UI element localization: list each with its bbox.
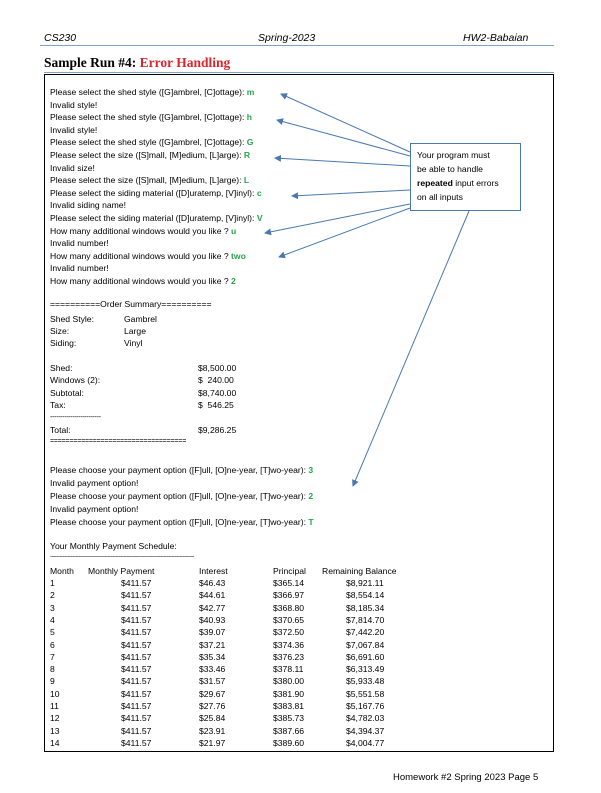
table-row: [50, 689, 390, 699]
table-cell: 12: [50, 713, 60, 724]
prompt-text: Please select the shed style ([G]ambrel, [C]ottage):: [50, 137, 247, 148]
table-cell: $383.81: [273, 701, 305, 711]
table-row: [50, 603, 390, 613]
table-cell: $29.67: [199, 688, 226, 699]
prompt-text: Please select the shed style ([G]ambrel, [C]ottage):: [50, 112, 247, 123]
table-cell: $4,394.37: [346, 725, 385, 736]
callout-line-1: Your program must: [417, 150, 490, 160]
schedule-header-cell: Remaining Balance: [322, 566, 397, 576]
table-cell: $6,691.60: [346, 651, 385, 662]
user-input: 2: [308, 491, 314, 501]
table-cell: 3: [50, 602, 55, 613]
user-input: u: [231, 225, 237, 236]
summary-eq-line: ===================================: [50, 438, 187, 445]
table-cell: $37.21: [199, 639, 226, 650]
prompt-text: Please select the siding material ([D]uratemp, [V]inyl):: [50, 213, 257, 223]
table-cell: $370.65: [273, 614, 305, 625]
prompt-text: Please choose your payment option ([F]ull, [O]ne-year, [T]wo-year):: [50, 465, 309, 475]
user-input: 2: [231, 276, 236, 286]
table-cell: $411.57: [121, 651, 152, 662]
prompt-text: Invalid siding name!: [50, 200, 126, 211]
table-row: [50, 738, 390, 748]
table-cell: $411.57: [121, 627, 152, 638]
user-input: R: [243, 150, 251, 160]
page-footer: Homework #2 Spring 2023 Page 5: [393, 772, 539, 783]
cost-label: Tax:: [50, 400, 66, 411]
schedule-header-cell: Interest: [199, 566, 228, 576]
table-cell: $381.90: [273, 688, 305, 699]
schedule-header-cell: Month: [50, 566, 74, 576]
user-input: two: [231, 250, 246, 261]
cost-label: Windows (2):: [50, 375, 101, 386]
prompt-text: How many additional windows would you like ?: [50, 225, 232, 236]
user-input: 3: [308, 465, 314, 475]
payment-line: [50, 517, 314, 528]
table-cell: $8,185.34: [346, 602, 385, 613]
table-cell: $411.57: [121, 664, 152, 675]
prompt-text: Invalid payment option!: [50, 504, 139, 514]
table-cell: $25.84: [199, 713, 226, 724]
table-cell: $380.00: [273, 676, 305, 687]
table-cell: 13: [50, 725, 60, 736]
detail-value: Gambrel: [124, 314, 157, 324]
table-cell: 8: [50, 664, 55, 675]
table-row: [50, 627, 390, 637]
table-cell: $366.97: [273, 590, 305, 601]
prompt-text: Please choose your payment option ([F]ull, [O]ne-year, [T]wo-year):: [50, 491, 309, 501]
table-row: [50, 701, 390, 711]
user-input: L: [243, 175, 250, 186]
payment-line: [50, 465, 313, 476]
table-cell: $374.36: [273, 639, 305, 650]
section-title-prefix: Sample Run #4:: [44, 55, 140, 70]
table-row: [50, 676, 390, 686]
callout-line-3-rest: input errors: [452, 178, 499, 188]
cost-label: Shed:: [50, 363, 73, 373]
table-cell: $5,167.76: [346, 701, 385, 711]
section-title-highlight: Error Handling: [139, 55, 231, 70]
user-input: m: [246, 87, 255, 97]
table-cell: 2: [50, 590, 55, 601]
table-cell: $389.60: [273, 737, 305, 748]
schedule-header-cell: Principal: [273, 566, 306, 576]
detail-label: Shed Style:: [50, 314, 94, 324]
table-cell: $411.57: [121, 602, 152, 613]
cost-label: Subtotal:: [50, 387, 84, 398]
table-cell: $411.57: [121, 639, 152, 650]
detail-label: Siding:: [50, 338, 77, 348]
table-cell: $8,921.11: [346, 578, 384, 588]
table-cell: $7,067.84: [346, 639, 385, 650]
callout-line-2: be able to handle: [417, 164, 483, 174]
header-course: CS230: [44, 32, 77, 44]
payment-line: [50, 504, 138, 515]
prompt-text: Invalid number!: [50, 263, 109, 274]
table-row: [50, 640, 390, 650]
table-row: [50, 713, 390, 723]
user-input: G: [246, 137, 254, 148]
table-cell: 10: [50, 688, 60, 699]
arrow-to-windows-u: [265, 204, 410, 233]
total-value: $9,286.25: [198, 425, 237, 435]
cost-value: $ 546.25: [198, 400, 234, 411]
prompt-text: Invalid style!: [50, 99, 98, 110]
table-cell: $44.61: [199, 590, 226, 601]
table-cell: $23.91: [199, 725, 226, 736]
table-cell: 5: [50, 627, 55, 638]
prompt-text: Please select the size ([S]mall, [M]edium, [L]arge):: [50, 175, 244, 186]
table-row: [50, 590, 390, 600]
prompt-text: Please select the shed style ([G]ambrel, [C]ottage):: [50, 87, 247, 97]
table-cell: $7,442.20: [346, 627, 385, 638]
table-cell: $378.11: [273, 664, 304, 675]
cost-value: $8,500.00: [198, 363, 237, 373]
user-input: h: [246, 112, 253, 123]
arrow-to-windows-two: [279, 208, 410, 257]
table-cell: $35.34: [199, 651, 226, 662]
table-cell: $411.57: [121, 713, 152, 724]
arrow-to-style-h: [277, 120, 410, 156]
detail-label: Size:: [50, 326, 70, 336]
table-cell: $6,313.49: [346, 664, 385, 675]
table-cell: 6: [50, 639, 55, 650]
total-label: Total:: [50, 425, 71, 435]
table-cell: $411.57: [121, 590, 152, 601]
table-cell: $411.57: [121, 676, 152, 687]
arrow-to-size-r: [275, 158, 410, 166]
callout-line-4: on all inputs: [417, 192, 463, 202]
table-cell: $8,554.14: [346, 590, 385, 601]
table-cell: $385.73: [273, 713, 305, 724]
table-row: [50, 615, 390, 625]
table-cell: 9: [50, 676, 55, 687]
table-cell: $7,814.70: [346, 614, 385, 625]
table-row: [50, 578, 390, 588]
table-cell: $411.57: [121, 725, 152, 736]
table-cell: $21.97: [199, 737, 226, 748]
prompt-text: Please select the siding material ([D]uratemp, [V]inyl):: [50, 187, 257, 198]
table-cell: $40.93: [199, 614, 226, 625]
arrow-to-siding-c: [292, 190, 410, 196]
prompt-text: Please select the size ([S]mall, [M]edium, [L]arge):: [50, 150, 244, 160]
user-input: T: [308, 517, 314, 527]
table-cell: 1: [50, 578, 55, 588]
table-cell: $411.57: [121, 578, 152, 588]
table-cell: $411.57: [121, 701, 152, 711]
prompt-text: Invalid number!: [50, 238, 109, 249]
table-row: [50, 726, 390, 736]
table-cell: 11: [50, 701, 59, 711]
summary-dash-line: -------------------------: [50, 414, 101, 421]
header-assignment: HW2-Babaian: [463, 32, 529, 44]
table-cell: $368.80: [273, 602, 305, 613]
summary-header: ==========Order Summary==========: [50, 299, 212, 309]
arrow-to-style-m: [281, 94, 410, 152]
payment-line: [50, 478, 138, 489]
table-cell: $376.23: [273, 651, 305, 662]
table-cell: $387.66: [273, 725, 305, 736]
cost-value: $ 240.00: [198, 375, 234, 386]
table-cell: 4: [50, 614, 55, 625]
table-cell: $42.77: [199, 602, 226, 613]
prompt-text: How many additional windows would you like ?: [50, 250, 232, 261]
table-row: [50, 652, 390, 662]
arrow-to-payment-3: [353, 211, 469, 486]
table-cell: $33.46: [199, 664, 226, 675]
detail-value: Vinyl: [124, 338, 143, 348]
table-cell: $365.14: [273, 578, 305, 588]
table-cell: $46.43: [199, 578, 226, 588]
table-row: [50, 664, 390, 674]
table-cell: $411.57: [121, 737, 152, 748]
table-cell: $27.76: [199, 701, 226, 711]
payment-line: [50, 491, 313, 502]
prompt-text: Invalid style!: [50, 124, 98, 135]
header-term: Spring-2023: [258, 32, 316, 44]
table-cell: 14: [50, 737, 60, 748]
schedule-dash-line: ------------------------------------------------------------------------------------------: [50, 554, 194, 560]
prompt-text: Invalid payment option!: [50, 478, 139, 488]
schedule-header-row: [50, 566, 397, 576]
schedule-title: Your Monthly Payment Schedule:: [50, 541, 177, 551]
cost-value: $8,740.00: [198, 387, 237, 398]
callout-bold: repeated: [417, 178, 453, 188]
table-cell: $4,004.77: [346, 737, 385, 748]
table-cell: $411.57: [121, 614, 152, 625]
table-cell: $31.57: [199, 676, 226, 687]
table-cell: $372.50: [273, 627, 305, 638]
table-cell: $39.07: [199, 627, 226, 638]
prompt-text: Invalid size!: [50, 162, 95, 173]
detail-value: Large: [124, 326, 146, 336]
table-cell: $5,933.48: [346, 676, 385, 687]
user-input: c: [256, 187, 262, 198]
prompt-text: How many additional windows would you like ?: [50, 276, 232, 286]
table-cell: 7: [50, 651, 55, 662]
schedule-header-cell: Monthly Payment: [88, 566, 155, 576]
prompt-text: Please choose your payment option ([F]ull, [O]ne-year, [T]wo-year):: [50, 517, 309, 527]
user-input: V: [256, 213, 263, 223]
table-cell: $411.57: [121, 688, 152, 699]
table-cell: $4,782.03: [346, 713, 385, 724]
table-cell: $5,551.58: [346, 688, 385, 699]
